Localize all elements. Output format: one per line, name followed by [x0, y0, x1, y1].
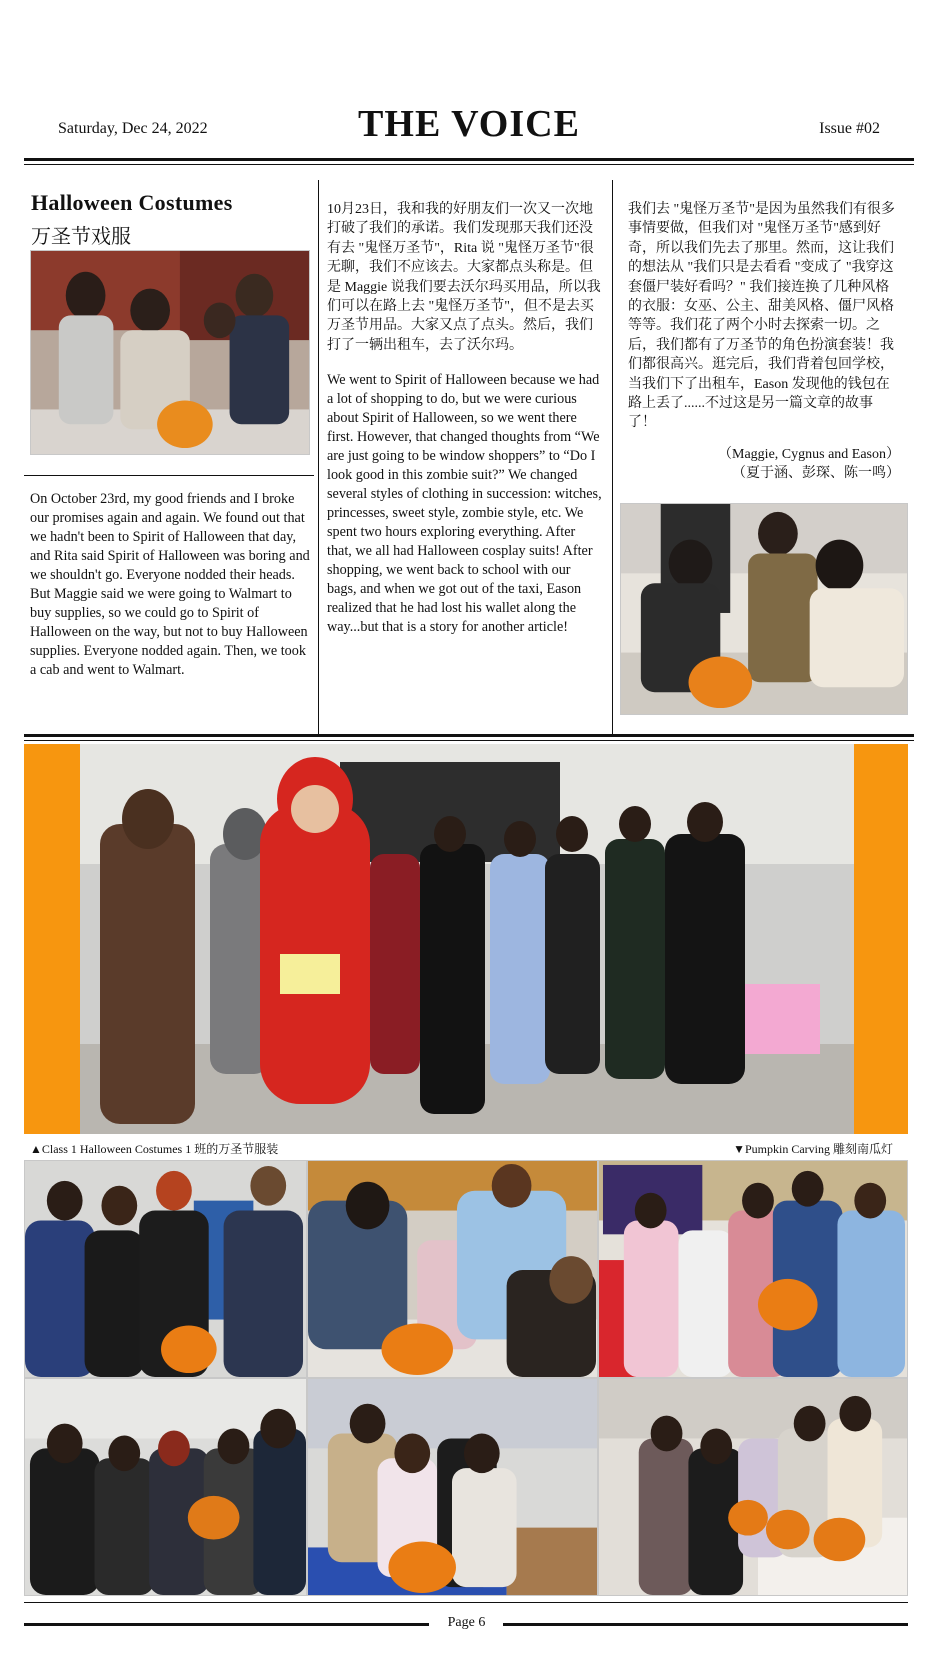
issue-number: Issue #02: [819, 120, 880, 137]
article-heading-zh: 万圣节戏服: [31, 226, 131, 248]
column-rule-2: [612, 180, 613, 736]
photo-grid-2: [307, 1160, 598, 1378]
masthead-rule-bottom: [24, 164, 914, 165]
article-right-column: [628, 200, 900, 483]
masthead: [24, 100, 914, 160]
photo-class-halloween-costumes: [80, 744, 854, 1134]
photo-section-rule-top: [24, 734, 914, 737]
chinese-paragraph-2: 我们去 "鬼怪万圣节"是因为虽然我们有很多事情要做，但我们对 "鬼怪万圣节"感到好奇，所以我们先去了那里。然而，这让我们的想法从 "我们只是去看看 "变成了 "我穿这套僵尸装好看吗？" 我们接连换了几种风格的衣服：女巫、公主、甜美风格、僵尸风格等等。我们花了两个小时去探索一切。之后，我们都有了万圣节的角色扮演套装！我们都很高兴。逛完后，我们背着包回学校，当我们下了出租车，Eason 发现他的钱包在路上丢了......不过这是另一篇文章的故事了！: [628, 202, 895, 431]
issue-date: Saturday, Dec 24, 2022: [58, 120, 208, 137]
chinese-paragraph-1: 10月23日，我和我的好朋友们一次又一次地打破了我们的承诺。我们发现那天我们还没有去 "鬼怪万圣节"，Rita 说 "鬼怪万圣节"很无聊，我们不应该去。大家都点头称是。但是 Maggie 说我们要去沃尔玛买用品，所以我们可以在路上去 "鬼怪万圣节"，但不是去买万圣节用品。大家又点了点头。然后，我们打了一辆出租车，去了沃尔玛。: [327, 202, 601, 353]
photo-pumpkin-carving-group: [30, 250, 310, 455]
article-middle-column: [327, 200, 603, 653]
photo-grid-4: [24, 1378, 307, 1596]
article-english-part1: [30, 490, 314, 696]
page-number: Page 6: [447, 1615, 486, 1630]
author-credit-zh: （夏于涵、彭琛、陈一鸣）: [732, 465, 900, 481]
photo-pumpkin-carving-closeup: [620, 503, 908, 715]
photo-grid-6: [598, 1378, 908, 1596]
article-heading-en: Halloween Costumes: [31, 190, 233, 215]
author-credit-en: （Maggie, Cygnus and Eason）: [718, 446, 900, 462]
footer-rule-top: [24, 1602, 908, 1603]
caption-class-costumes: ▲Class 1 Halloween Costumes 1 班的万圣节服装: [30, 1142, 279, 1156]
english-paragraph-2: We went to Spirit of Halloween because we had a lot of shopping to do, but we were curious about Spirit of Halloween, so we went there first. However, that changed thoughts from “We are just going to be window shoppers” to “Do I look good in this zombie suit?” We changed several styles of clothing in succession: witches, princesses, sweet style, zombie style, etc. We spent two hours exploring everything. After that, we all had Halloween cosplay suits! After shopping, we went back to school with our bags, and when we got out of the taxi, Eason realized that he had lost his wallet along the way...but that is a story for another article!: [327, 372, 602, 636]
photo-grid-1: [24, 1160, 307, 1378]
column-rule-1: [318, 180, 319, 736]
masthead-rule-top: [24, 158, 914, 161]
photo-grid-3: [598, 1160, 908, 1378]
section-divider-left: [24, 475, 314, 476]
photo-section-rule-bottom: [24, 740, 914, 741]
english-paragraph-1: On October 23rd, my good friends and I broke our promises again and again. We found out that we hadn't been to Spirit of Halloween that day, and Rita said Spirit of Halloween was boring and we shouldn't go. Everyone nodded their heads. But Maggie said we were going to Walmart to buy supplies, so we could go to Spirit of Halloween on the way, but not to buy Halloween supplies. Everyone nodded again. Then, we took a cab and went to Walmart.: [30, 491, 310, 678]
newspaper-title: THE VOICE: [358, 103, 580, 145]
photo-grid-5: [307, 1378, 598, 1596]
caption-pumpkin-carving: ▼Pumpkin Carving 雕刻南瓜灯: [733, 1142, 893, 1156]
